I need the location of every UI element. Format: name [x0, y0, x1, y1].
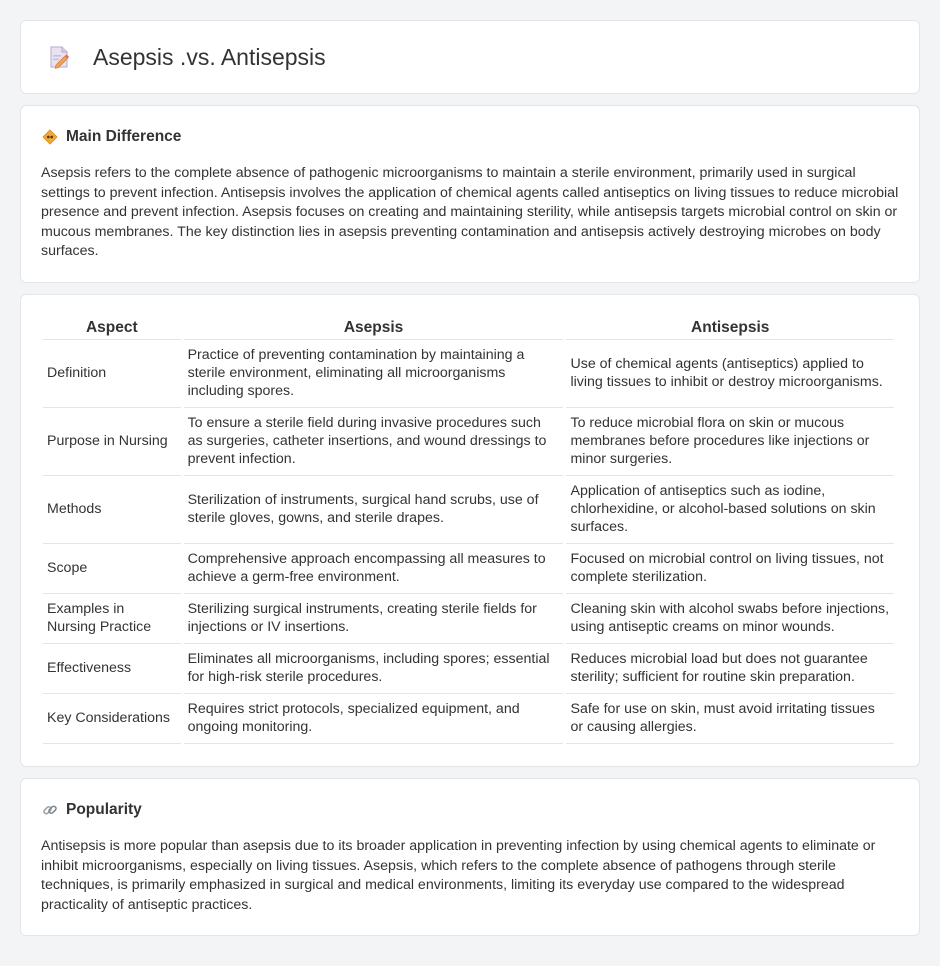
table-row — [43, 340, 894, 408]
aspect-cell: Definition — [43, 340, 181, 408]
antisepsis-cell: Cleaning skin with alcohol swabs before injections, using antiseptic creams on minor wounds. — [566, 594, 894, 644]
header-asepsis: Asepsis — [184, 315, 564, 340]
main-difference-text: Asepsis refers to the complete absence of pathogenic microorganisms to maintain a sterile environment, primarily used in surgical settings to prevent infection. Antisepsis involves the application of chemical agents called antiseptics on living tissues to reduce microbial presence and prevent infection. Asepsis focuses on creating and maintaining sterility, while antisepsis targets microbial control on skin or mucous membranes. The key distinction lies in asepsis preventing contamination and antisepsis actively destroying microbes on body surfaces. — [41, 165, 899, 260]
header-aspect: Aspect — [43, 315, 181, 340]
main-difference-title: Main Difference — [66, 128, 182, 145]
aspect-cell: Purpose in Nursing — [43, 408, 181, 476]
title-card — [20, 20, 920, 94]
main-difference-header — [41, 128, 899, 146]
antisepsis-cell: Safe for use on skin, must avoid irritating tissues or causing allergies. — [566, 694, 894, 744]
aspect-cell: Examples in Nursing Practice — [43, 594, 181, 644]
aspect-cell: Effectiveness — [43, 644, 181, 694]
table-row — [43, 476, 894, 544]
comparison-table — [40, 315, 897, 744]
header-antisepsis: Antisepsis — [566, 315, 894, 340]
asepsis-cell: Comprehensive approach encompassing all measures to achieve a germ-free environment. — [184, 544, 564, 594]
antisepsis-cell: Application of antiseptics such as iodine, chlorhexidine, or alcohol-based solutions on skin surfaces. — [566, 476, 894, 544]
antisepsis-cell: To reduce microbial flora on skin or mucous membranes before procedures like injections or minor surgeries. — [566, 408, 894, 476]
table-row — [43, 644, 894, 694]
table-row — [43, 408, 894, 476]
table-row — [43, 594, 894, 644]
aspect-cell: Methods — [43, 476, 181, 544]
asepsis-cell: Requires strict protocols, specialized equipment, and ongoing monitoring. — [184, 694, 564, 744]
page-title: Asepsis .vs. Antisepsis — [93, 43, 326, 70]
antisepsis-cell: Use of chemical agents (antiseptics) applied to living tissues to inhibit or destroy microorganisms. — [566, 340, 894, 408]
popularity-section — [20, 778, 920, 936]
table-row — [43, 694, 894, 744]
table-header-row — [43, 315, 894, 340]
difference-icon — [41, 128, 59, 146]
asepsis-cell: To ensure a sterile field during invasive procedures such as surgeries, catheter insertions, and wound dressings to prevent infection. — [184, 408, 564, 476]
antisepsis-cell: Focused on microbial control on living tissues, not complete sterilization. — [566, 544, 894, 594]
link-icon — [41, 801, 59, 819]
aspect-cell: Scope — [43, 544, 181, 594]
antisepsis-cell: Reduces microbial load but does not guarantee sterility; sufficient for routine skin preparation. — [566, 644, 894, 694]
asepsis-cell: Sterilizing surgical instruments, creating sterile fields for injections or IV insertions. — [184, 594, 564, 644]
document-pencil-icon — [45, 43, 73, 71]
aspect-cell: Key Considerations — [43, 694, 181, 744]
main-difference-section — [20, 105, 920, 283]
popularity-text: Antisepsis is more popular than asepsis due to its broader application in preventing infection by using chemical agents to eliminate or inhibit microorganisms, especially on living tissues. Asepsis, which refers to the complete absence of pathogens through sterile techniques, is primarily emphasized in surgical and medical environments, limiting its everyday use compared to the widespread practicality of antiseptic practices. — [41, 837, 876, 913]
asepsis-cell: Eliminates all microorganisms, including spores; essential for high-risk sterile procedures. — [184, 644, 564, 694]
popularity-header — [41, 801, 899, 819]
asepsis-cell: Sterilization of instruments, surgical hand scrubs, use of sterile gloves, gowns, and sterile drapes. — [184, 476, 564, 544]
asepsis-cell: Practice of preventing contamination by maintaining a sterile environment, eliminating all microorganisms including spores. — [184, 340, 564, 408]
comparison-section — [20, 294, 920, 767]
table-row — [43, 544, 894, 594]
popularity-title: Popularity — [66, 800, 142, 818]
